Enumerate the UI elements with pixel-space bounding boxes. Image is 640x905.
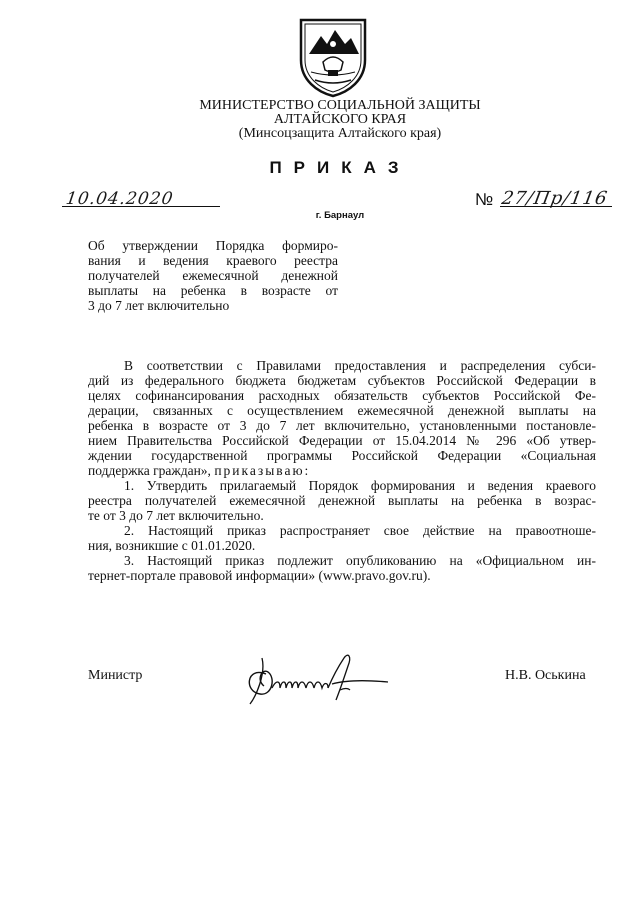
signatory-position: Министр bbox=[88, 668, 143, 683]
body-line bbox=[88, 463, 596, 478]
number-underline bbox=[500, 206, 612, 207]
body-line: дий из федерального бюджета бюджетам субъектов Российской Федерации в bbox=[88, 373, 596, 388]
signature-icon bbox=[236, 644, 396, 706]
document-title: ПРИКАЗ bbox=[269, 158, 411, 177]
order-number: 27/Пр/116 bbox=[500, 188, 610, 209]
body-line: нием Правительства Российской Федерации от 15.04.2014 № 296 «Об утвер- bbox=[88, 433, 596, 448]
body-line: 1. Утвердить прилагаемый Порядок формирования и ведения краевого bbox=[124, 478, 596, 493]
subject-line: Об утверждении Порядка формиро- bbox=[88, 238, 338, 253]
city-name: г. Барнаул bbox=[315, 210, 365, 221]
coat-of-arms-icon bbox=[293, 14, 373, 98]
order-subject bbox=[88, 238, 338, 313]
subject-line: 3 до 7 лет включительно bbox=[88, 298, 230, 313]
date-underline bbox=[62, 206, 220, 207]
command-word: приказываю: bbox=[214, 463, 311, 478]
signatory-name: Н.В. Оськина bbox=[505, 668, 586, 683]
body-line: 3. Настоящий приказ подлежит опубликованию на «Официальном ин- bbox=[124, 553, 596, 568]
ministry-name-line2: АЛТАЙСКОГО КРАЯ bbox=[273, 112, 407, 127]
order-date: 10.04.2020 bbox=[64, 189, 175, 209]
body-line: В соответствии с Правилами предоставления и распределения субси- bbox=[124, 358, 596, 373]
body-line: целях софинансирования расходных обязательств субъектов Российской Фе- bbox=[88, 388, 596, 403]
order-body bbox=[88, 358, 596, 583]
body-line: те от 3 до 7 лет включительно. bbox=[88, 508, 264, 523]
body-line: ребенка в возрасте от 3 до 7 лет включительно, установленными постановле- bbox=[88, 418, 596, 433]
body-line: ждении государственной программы Российской Федерации «Социальная bbox=[88, 448, 596, 463]
number-sign: № bbox=[475, 190, 494, 209]
body-line: реестра получателей ежемесячной денежной выплаты на ребенка в возрас- bbox=[88, 493, 596, 508]
body-line-text: поддержка граждан», bbox=[88, 463, 211, 478]
body-line: дерации, связанных с осуществлением ежемесячной денежной выплаты на bbox=[88, 403, 596, 418]
subject-line: вания и ведения краевого реестра bbox=[88, 253, 338, 268]
body-line: 2. Настоящий приказ распространяет свое действие на правоотноше- bbox=[124, 523, 596, 538]
body-line: тернет-портале правовой информации» (www.pravo.gov.ru). bbox=[88, 568, 431, 583]
subject-line: получателей ежемесячной денежной bbox=[88, 268, 338, 283]
body-line: ния, возникшие с 01.01.2020. bbox=[88, 538, 256, 553]
ministry-short-name: (Минсоцзащита Алтайского края) bbox=[238, 126, 442, 141]
subject-line: выплаты на ребенка в возрасте от bbox=[88, 283, 338, 298]
ministry-name-line1: МИНИСТЕРСТВО СОЦИАЛЬНОЙ ЗАЩИТЫ bbox=[199, 98, 481, 113]
